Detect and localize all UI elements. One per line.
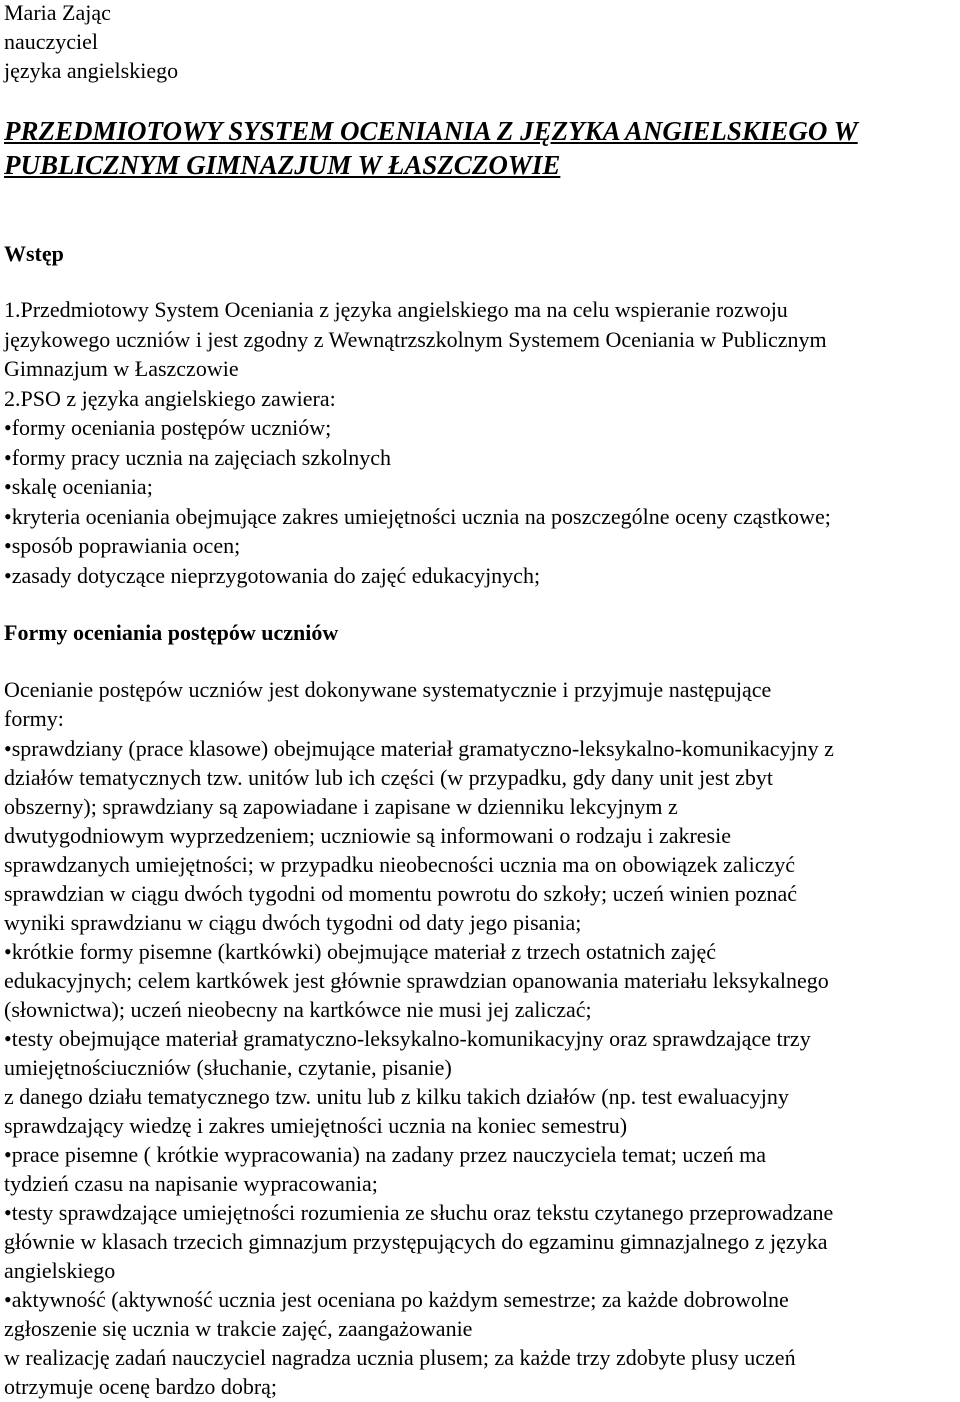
forms-line: •testy obejmujące materiał gramatyczno-leksykalno-komunikacyjny oraz sprawdzające trzy	[4, 1026, 811, 1051]
forms-line: dwutygodniowym wyprzedzeniem; uczniowie są informowani o rodzaju i zakresie	[4, 823, 731, 848]
forms-line: •prace pisemne ( krótkie wypracowania) na zadany przez nauczyciela temat; uczeń ma	[4, 1142, 767, 1167]
intro-line: 1.Przedmiotowy System Oceniania z języka angielskiego ma na celu wspieranie rozwoju	[4, 297, 788, 322]
forms-line: (słownictwa); uczeń nieobecny na kartkówce nie musi jej zaliczać;	[4, 997, 592, 1022]
author-role: nauczyciel	[4, 29, 99, 54]
author-name: Maria Zając	[4, 0, 111, 25]
forms-line: sprawdzian w ciągu dwóch tygodni od momentu powrotu do szkoły; uczeń winien poznać	[4, 881, 798, 906]
forms-line: Ocenianie postępów uczniów jest dokonywane systematycznie i przyjmuje następujące	[4, 677, 772, 702]
author-subject: języka angielskiego	[4, 58, 179, 83]
forms-line: •aktywność (aktywność ucznia jest oceniana po każdym semestrze; za każde dobrowolne	[4, 1287, 789, 1312]
forms-line: •sprawdziany (prace klasowe) obejmujące materiał gramatyczno-leksykalno-komunikacyjny z	[4, 736, 834, 761]
forms-line: •krótkie formy pisemne (kartkówki) obejmujące materiał z trzech ostatnich zajęć	[4, 939, 717, 964]
forms-line: wyniki sprawdzianu w ciągu dwóch tygodni od daty jego pisania;	[4, 910, 582, 935]
forms-line: zgłoszenie się ucznia w trakcie zajęć, zaangażowanie	[4, 1316, 473, 1341]
forms-line: głównie w klasach trzecich gimnazjum przystępujących do egzaminu gimnazjalnego z języka	[4, 1229, 828, 1254]
forms-line: umiejętnościuczniów (słuchanie, czytanie, pisanie)	[4, 1055, 452, 1080]
intro-heading: Wstęp	[4, 241, 64, 266]
intro-list-item: •zasady dotyczące nieprzygotowania do zajęć edukacyjnych;	[4, 563, 541, 588]
forms-line: obszerny); sprawdziany są zapowiadane i zapisane w dzienniku lekcyjnym z	[4, 794, 678, 819]
intro-list-item: •sposób poprawiania ocen;	[4, 533, 241, 558]
intro-line: Gimnazjum w Łaszczowie	[4, 356, 239, 381]
forms-line: formy:	[4, 706, 64, 731]
intro-list-item: •skalę oceniania;	[4, 474, 153, 499]
document-title-line-2: PUBLICZNYM GIMNAZJUM W ŁASZCZOWIE	[4, 150, 561, 180]
forms-line: działów tematycznych tzw. unitów lub ich części (w przypadku, gdy dany unit jest zbyt	[4, 765, 773, 790]
intro-list-item: •formy pracy ucznia na zajęciach szkolnych	[4, 445, 392, 470]
forms-line: sprawdzanych umiejętności; w przypadku nieobecności ucznia ma on obowiązek zaliczyć	[4, 852, 796, 877]
intro-list-item: •kryteria oceniania obejmujące zakres umiejętności ucznia na poszczególne oceny cząstkowe;	[4, 504, 831, 529]
forms-line: edukacyjnych; celem kartkówek jest głównie sprawdzian opanowania materiału leksykalnego	[4, 968, 829, 993]
forms-line: angielskiego	[4, 1258, 116, 1283]
forms-line: otrzymuje ocenę bardzo dobrą;	[4, 1374, 278, 1399]
intro-line: językowego uczniów i jest zgodny z Wewnątrzszkolnym Systemem Oceniania w Publicznym	[4, 327, 827, 352]
forms-line: sprawdzający wiedzę i zakres umiejętności ucznia na koniec semestru)	[4, 1113, 628, 1138]
intro-list-item: •formy oceniania postępów uczniów;	[4, 415, 332, 440]
forms-line: z danego działu tematycznego tzw. unitu lub z kilku takich działów (np. test ewaluacyjny	[4, 1084, 789, 1109]
document-title-line-1: PRZEDMIOTOWY SYSTEM OCENIANIA Z JĘZYKA ANGIELSKIEGO W	[4, 116, 858, 146]
intro-line: 2.PSO z języka angielskiego zawiera:	[4, 386, 336, 411]
forms-line: w realizację zadań nauczyciel nagradza ucznia plusem; za każde trzy zdobyte plusy uczeń	[4, 1345, 796, 1370]
forms-line: tydzień czasu na napisanie wypracowania;	[4, 1171, 378, 1196]
forms-line: •testy sprawdzające umiejętności rozumienia ze słuchu oraz tekstu czytanego przeprowadzane	[4, 1200, 834, 1225]
forms-heading: Formy oceniania postępów uczniów	[4, 620, 339, 645]
